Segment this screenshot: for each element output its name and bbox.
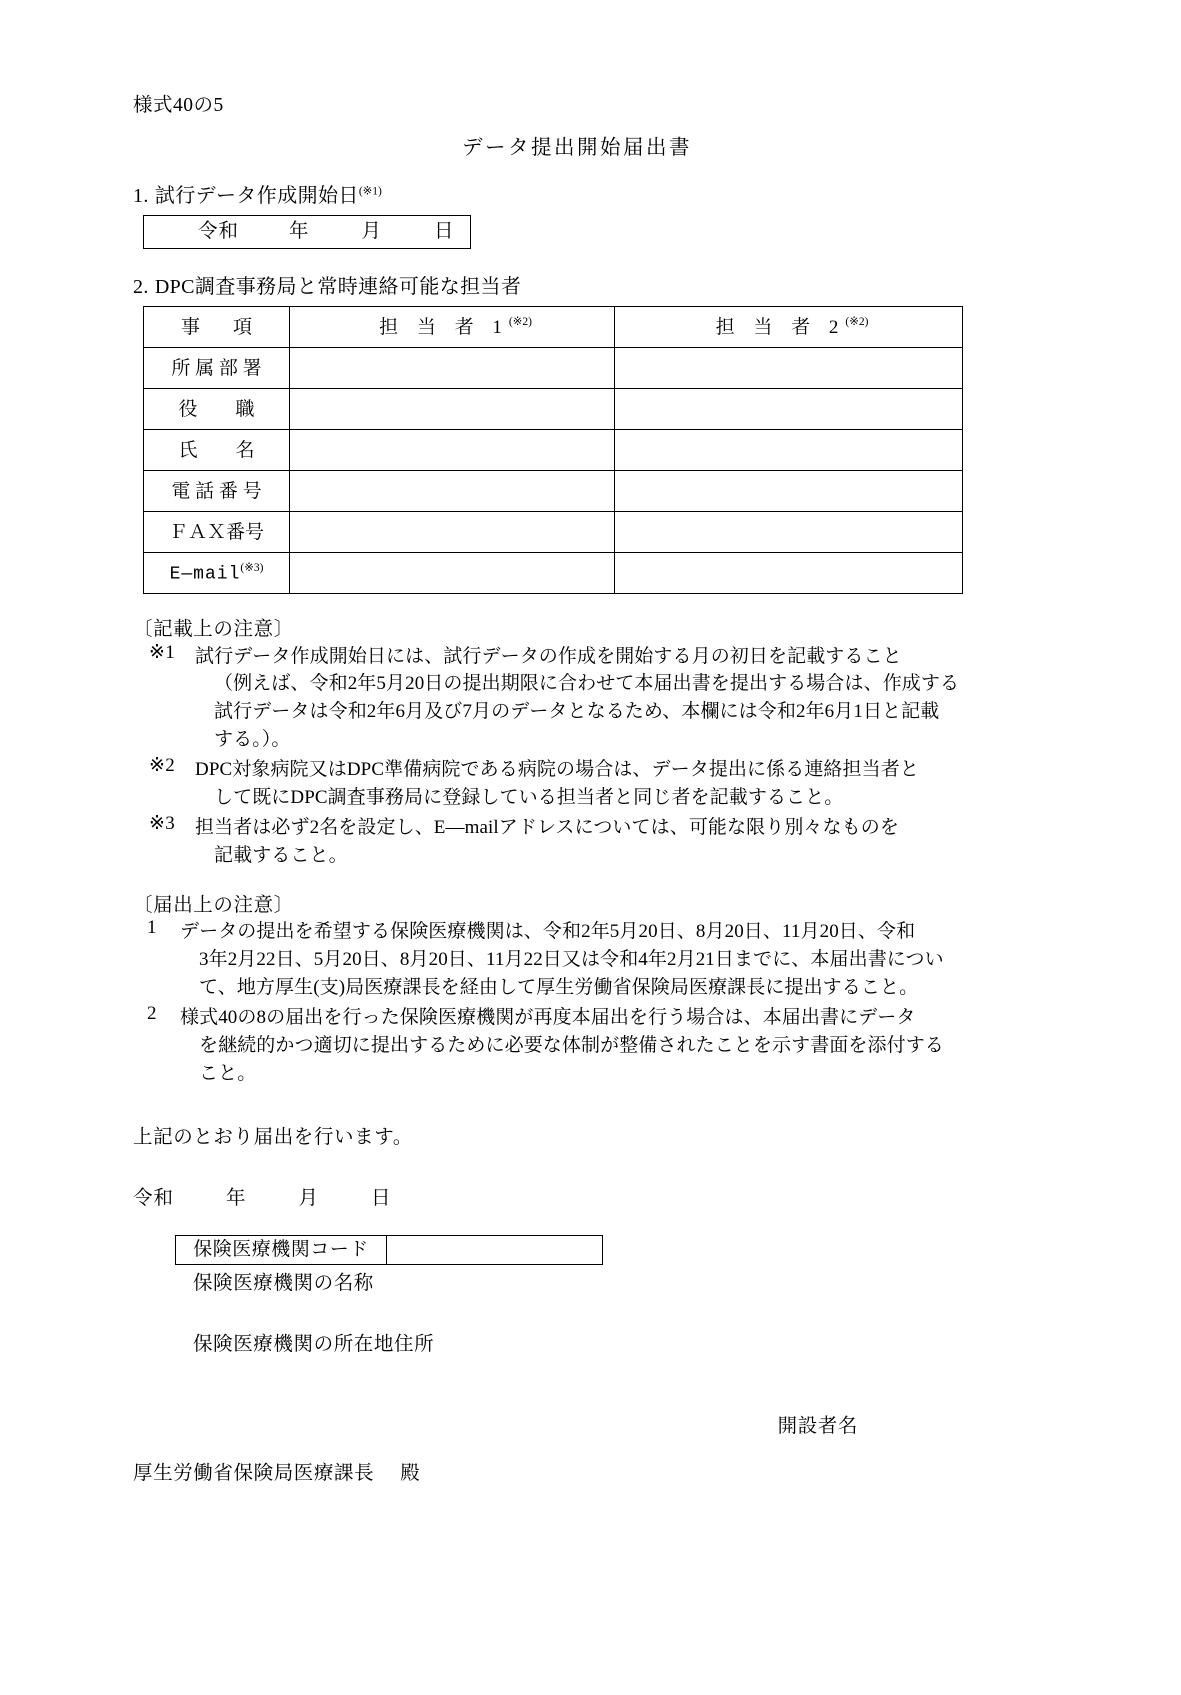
institution-code-row (175, 1235, 603, 1265)
cell-fax-person-2[interactable] (615, 512, 963, 553)
day-unit-label: 日 (434, 221, 455, 243)
table-row (144, 471, 963, 512)
declaration-text: 上記のとおり届出を行います。 (133, 1126, 413, 1148)
writing-note-1 (133, 643, 1051, 755)
table-row (144, 348, 963, 389)
section-2-label: DPC調査事務局と常時連絡可能な担当者 (154, 276, 522, 298)
table-row (144, 553, 963, 594)
writing-note-1-line-2: （例えば、令和2年5月20日の提出期限に合わせて本届出書を提出する場合は、作成する (214, 673, 960, 695)
section-1-footnote-ref: (※1) (358, 185, 382, 198)
cell-department-person-1[interactable] (290, 348, 615, 389)
signature-month-unit: 月 (298, 1188, 320, 1210)
writing-note-2-body (195, 756, 1051, 812)
institution-code-input[interactable] (387, 1235, 603, 1265)
writing-note-2-marker: ※2 (149, 755, 176, 777)
institution-code-label: 保険医療機関コード (175, 1235, 387, 1265)
founder-name-label: 開設者名 (777, 1415, 858, 1437)
table-row (144, 512, 963, 553)
header-person-2-footnote-ref: (※2) (845, 316, 869, 329)
row-label-phone: 電 話 番 号 (144, 471, 290, 512)
filing-note-2-body (180, 1004, 1051, 1088)
addressee-honorific: 殿 (400, 1463, 421, 1485)
row-label-email-text: E—mail (169, 564, 241, 585)
row-label-name: 氏 名 (144, 430, 290, 471)
writing-note-2 (133, 756, 1051, 812)
cell-fax-person-1[interactable] (290, 512, 615, 553)
cell-phone-person-1[interactable] (290, 471, 615, 512)
writing-note-1-line-4: する。）。 (214, 729, 291, 751)
addressee-line (133, 1464, 1051, 1484)
addressee-name: 厚生労働省保険局医療課長 (133, 1463, 375, 1485)
row-label-department: 所 属 部 署 (144, 348, 290, 389)
row-label-fax: ＦＡＸ番号 (144, 512, 290, 553)
filing-notes-section (133, 896, 1051, 1088)
writing-note-3 (133, 814, 1051, 870)
writing-note-1-body (195, 643, 1051, 755)
writing-note-3-marker: ※3 (149, 813, 176, 835)
cell-email-person-2[interactable] (615, 553, 963, 594)
table-header-row (144, 307, 963, 348)
writing-note-3-line-1: 担当者は必ず2名を設定し、E—mailアドレスについては、可能な限り別々なものを (195, 817, 899, 839)
filing-notes-title: 〔届出上の注意〕 (133, 894, 294, 916)
cell-position-person-1[interactable] (290, 389, 615, 430)
header-item-label: 事 項 (180, 316, 259, 338)
signature-era-label: 令和 (133, 1188, 175, 1210)
row-label-email (144, 553, 290, 594)
month-unit-label: 月 (361, 221, 383, 243)
header-person-1-footnote-ref: (※2) (508, 316, 532, 329)
row-label-email-footnote-ref: (※3) (240, 561, 264, 574)
trial-data-start-date-box[interactable] (143, 215, 471, 249)
writing-note-3-body (195, 814, 1051, 870)
document-title: データ提出開始届出書 (462, 136, 692, 159)
writing-note-2-line-2: して既にDPC調査事務局に登録している担当者と同じ者を記載すること。 (214, 787, 844, 809)
filing-note-1-line-1: データの提出を希望する保険医療機関は、令和2年5月20日、8月20日、11月20日、令和 (180, 921, 916, 943)
year-unit-label: 年 (289, 221, 310, 243)
cell-department-person-2[interactable] (615, 348, 963, 389)
filing-note-1-body (180, 918, 1051, 1002)
filing-note-2-line-2: を継続的かつ適切に提出するために必要な体制が整備されたことを示す書面を添付する (199, 1035, 944, 1057)
filing-note-2-line-3: こと。 (199, 1062, 257, 1084)
writing-note-1-marker: ※1 (149, 641, 176, 663)
header-person-1 (290, 307, 615, 348)
writing-notes-section (133, 620, 1051, 870)
signature-day-unit: 日 (371, 1188, 392, 1210)
cell-phone-person-2[interactable] (615, 471, 963, 512)
writing-note-3-line-2: 記載すること。 (214, 844, 348, 866)
writing-note-1-line-3: 試行データは令和2年6月及び7月のデータとなるため、本欄には令和2年6月1日と記載 (214, 701, 940, 723)
filing-note-2-line-1: 様式40の8の届出を行った保険医療機関が再度本届出を行う場合は、本届出書にデータ (180, 1007, 916, 1029)
writing-notes-title: 〔記載上の注意〕 (133, 619, 294, 640)
institution-name-label: 保険医療機関の名称 (193, 1272, 374, 1294)
header-person-2 (615, 307, 963, 348)
filing-note-1 (133, 918, 1051, 1002)
table-row (144, 389, 963, 430)
institution-address-label: 保険医療機関の所在地住所 (193, 1334, 435, 1356)
row-label-position: 役 職 (144, 389, 290, 430)
cell-position-person-2[interactable] (615, 389, 963, 430)
section-2-heading (133, 277, 1051, 297)
section-2-number: 2. (133, 276, 149, 298)
filing-note-1-line-3: て、地方厚生(支)局医療課長を経由して厚生労働省保険局医療課長に提出すること。 (199, 977, 919, 999)
header-person-2-label: 担 当 者 2 (715, 316, 846, 338)
filing-note-1-line-2: 3年2月22日、5月20日、8月20日、11月22日又は令和4年2月21日までに、本届出書につい (199, 949, 944, 971)
header-person-1-label: 担 当 者 1 (379, 316, 509, 338)
cell-name-person-2[interactable] (615, 430, 963, 471)
section-1-number: 1. (133, 185, 149, 207)
cell-email-person-1[interactable] (290, 553, 615, 594)
filing-note-2 (133, 1004, 1051, 1088)
filing-note-2-marker: 2 (147, 1003, 157, 1025)
form-number: 様式40の5 (133, 95, 224, 116)
writing-note-2-line-1: DPC対象病院又はDPC準備病院である病院の場合は、データ提出に係る連絡担当者と (195, 759, 919, 781)
writing-note-1-line-1: 試行データ作成開始日には、試行データの作成を開始する月の初日を記載すること (195, 645, 902, 667)
era-label: 令和 (198, 221, 240, 243)
signature-year-unit: 年 (226, 1188, 247, 1210)
contact-persons-table (143, 306, 963, 594)
signature-date-line (133, 1189, 1051, 1209)
table-row (144, 430, 963, 471)
filing-note-1-marker: 1 (147, 917, 157, 939)
section-1-heading (133, 186, 1051, 206)
header-item (144, 307, 290, 348)
cell-name-person-1[interactable] (290, 430, 615, 471)
section-1-label: 試行データ作成開始日 (154, 185, 359, 207)
